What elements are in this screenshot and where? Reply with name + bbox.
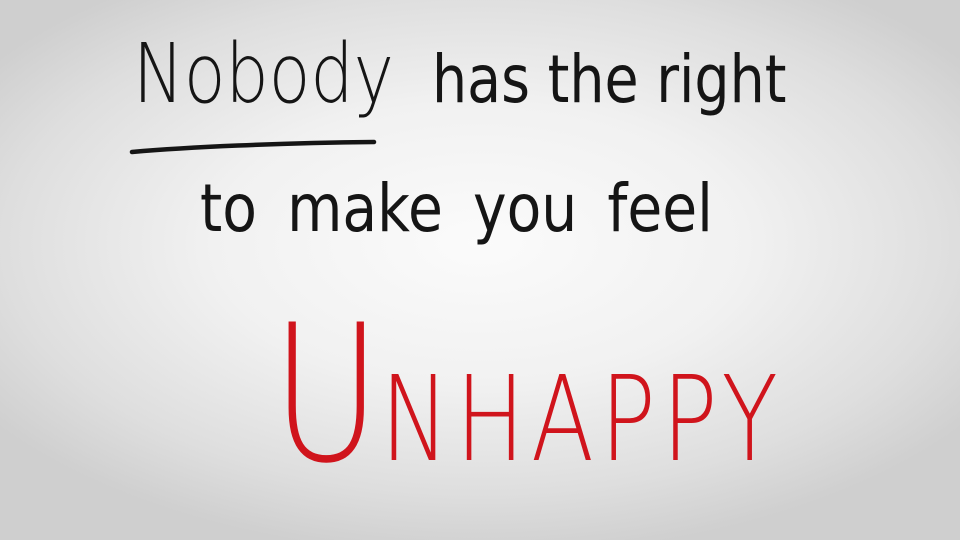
word-unhappy-rest: NHAPPY xyxy=(380,350,785,488)
word-nobody: Nobody xyxy=(133,27,394,122)
word-unhappy-initial: U xyxy=(272,284,381,505)
phrase-has-the-right: has the right xyxy=(432,41,787,118)
word-unhappy xyxy=(272,284,785,505)
nobody-underline xyxy=(128,138,378,160)
phrase-to-make-you-feel: to make you feel xyxy=(200,170,713,247)
